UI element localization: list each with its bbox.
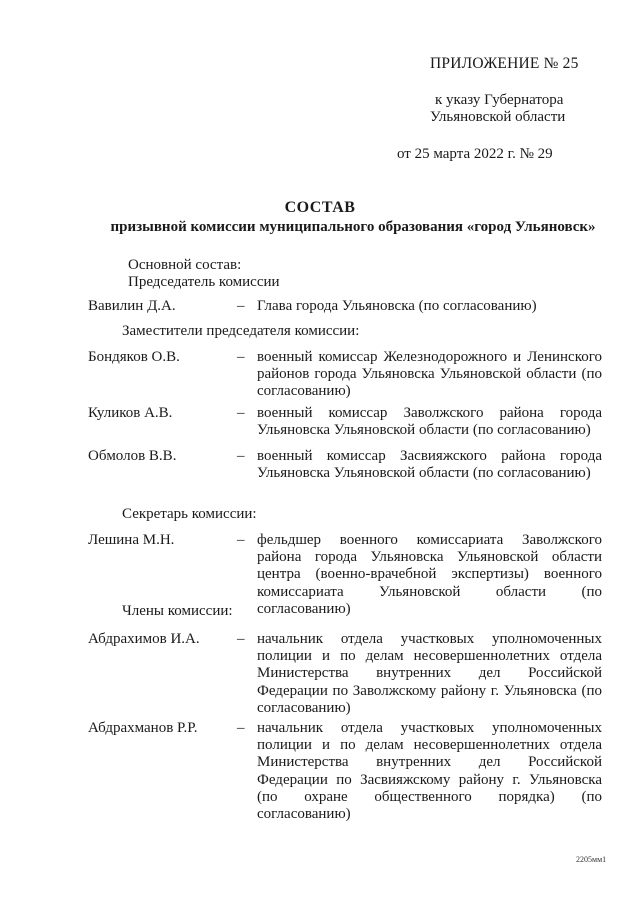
decree-date: от 25 марта 2022 г. № 29	[397, 146, 553, 162]
decree-reference-line2: Ульяновской области	[430, 109, 566, 125]
member-dash: –	[237, 349, 245, 365]
section-members: Члены комиссии:	[122, 603, 233, 619]
decree-reference-line1: к указу Губернатора	[435, 92, 564, 108]
member-role: военный комиссар Засвияжского района города Ульяновска Ульяновской области (по согласованию)	[257, 448, 602, 482]
member-role: Глава города Ульяновска (по согласованию)	[257, 298, 537, 314]
member-dash: –	[237, 448, 245, 464]
member-role: начальник отдела участковых уполномоченных полиции и по делам несовершеннолетних отдела Министерства внутренних дел Российской Федерации по Засвияжскому району г. Ульяновска (по охране общественного порядка) (по согласованию)	[257, 720, 602, 823]
member-dash: –	[237, 631, 245, 647]
section-main-composition: Основной состав:	[128, 257, 242, 273]
section-deputies: Заместители председателя комиссии:	[122, 323, 360, 339]
document-subheading: призывной комиссии муниципального образования «город Ульяновск»	[110, 219, 596, 235]
member-role: фельдшер военного комиссариата Заволжского района города Ульяновска Ульяновской области центра (военно-врачебной экспертизы) военного комиссариата Ульяновской области (по согласованию)	[257, 532, 602, 617]
document-heading: СОСТАВ	[284, 199, 356, 216]
member-dash: –	[237, 720, 245, 736]
member-name: Абдрахимов И.А.	[88, 631, 200, 647]
footer-document-code: 2205мм1	[576, 855, 607, 864]
member-dash: –	[237, 298, 245, 314]
member-name: Бондяков О.В.	[88, 349, 180, 365]
member-dash: –	[237, 405, 245, 421]
member-role: военный комиссар Железнодорожного и Ленинского районов города Ульяновска Ульяновской области (по согласованию)	[257, 349, 602, 400]
appendix-title: ПРИЛОЖЕНИЕ № 25	[430, 55, 579, 72]
member-dash: –	[237, 532, 245, 548]
member-name: Лешина М.Н.	[88, 532, 175, 548]
member-name: Обмолов В.В.	[88, 448, 177, 464]
member-name: Куликов А.В.	[88, 405, 173, 421]
member-role: военный комиссар Заволжского района города Ульяновска Ульяновской области (по согласованию)	[257, 405, 602, 439]
member-name: Вавилин Д.А.	[88, 298, 176, 314]
section-secretary: Секретарь комиссии:	[122, 506, 257, 522]
member-role: начальник отдела участковых уполномоченных полиции и по делам несовершеннолетних отдела Министерства внутренних дел Российской Федерации по Заволжскому району г. Ульяновска (по согласованию)	[257, 631, 602, 716]
section-chairman: Председатель комиссии	[128, 274, 280, 290]
member-name: Абдрахманов Р.Р.	[88, 720, 198, 736]
